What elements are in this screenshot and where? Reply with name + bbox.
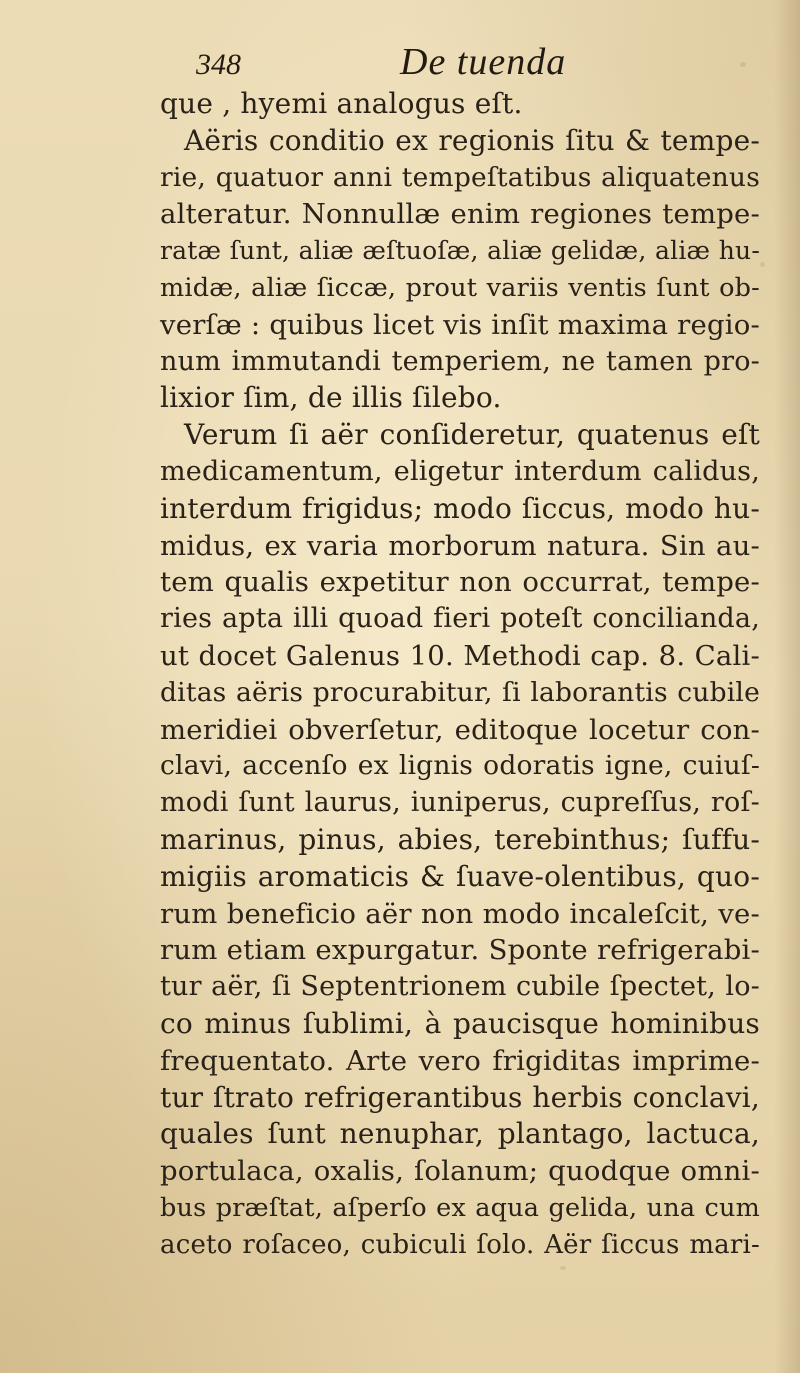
text-line: midæ, aliæ ſiccæ, prout variis ventis ſunt ob-: [160, 272, 760, 303]
paper-stain: [560, 1266, 566, 1270]
text-line: quales ſunt nenuphar, plantago, lactuca,: [160, 1117, 760, 1151]
text-line: portulaca, oxalis, ſolanum; quodque omni-: [160, 1155, 760, 1188]
text-line: que , hyemi analogus eſt.: [160, 87, 523, 120]
text-line: co minus ſublimi, à paucisque hominibus: [160, 1006, 760, 1040]
text-line: ratæ ſunt, aliæ æſtuoſæ, aliæ gelidæ, aliæ hu-: [160, 236, 760, 266]
text-line: rie, quatuor anni tempeſtatibus aliquatenus: [160, 161, 760, 193]
text-line: marinus, pinus, abies, terebinthus; ſuffu-: [160, 822, 760, 856]
text-line: ditas aëris procurabitur, ſi laborantis cubile: [160, 676, 760, 708]
text-line: frequentato. Arte vero frigiditas imprime-: [160, 1044, 760, 1077]
text-line: verſæ : quibus licet vis inſit maxima regio-: [160, 308, 760, 341]
text-line: tur aër, ſi Septentrionem cubile ſpectet, lo-: [160, 971, 760, 1003]
text-line: meridiei obverſetur, editoque locetur con-: [160, 713, 760, 746]
text-line: clavi, accenſo ex lignis odoratis igne, cuiuſ-: [160, 750, 760, 782]
page-number: 348: [196, 48, 241, 81]
text-line: ut docet Galenus 10. Methodi cap. 8. Cali-: [160, 639, 760, 672]
text-line: medicamentum, eligetur interdum calidus,: [160, 455, 760, 487]
text-line: Verum ſi aër conſideretur, quatenus eſt: [184, 418, 760, 452]
text-line: ries apta illi quoad fieri poteſt concilianda,: [160, 603, 760, 635]
text-line: lixior ſim, de illis ſilebo.: [160, 381, 502, 415]
text-line: aceto roſaceo, cubiculi ſolo. Aër ſiccus mari-: [160, 1229, 760, 1260]
body-text: [160, 86, 760, 1264]
text-line: interdum frigidus; modo ſiccus, modo hu-: [160, 491, 760, 525]
text-line: modi ſunt laurus, iuniperus, cupreſſus, roſ-: [160, 787, 760, 819]
page-header: [0, 40, 800, 90]
paper-stain: [760, 262, 765, 267]
text-line: rum etiam expurgatur. Sponte refrigerabi-: [160, 934, 760, 967]
text-line: tur ſtrato refrigerantibus herbis conclavi,: [160, 1080, 760, 1114]
text-line: midus, ex varia morborum natura. Sin au-: [160, 529, 760, 562]
text-line: num immutandi temperiem, ne tamen pro-: [160, 345, 760, 377]
text-line: rum beneficio aër non modo incaleſcit, ve-: [160, 897, 760, 930]
page-edge-shadow: [774, 0, 800, 1373]
text-line: Aëris conditio ex regionis ſitu & tempe-: [184, 123, 760, 157]
running-title: De tuenda: [400, 41, 567, 83]
text-line: bus præſtat, aſperſo ex aqua gelida, una cum: [160, 1192, 760, 1223]
text-line: alteratur. Nonnullæ enim regiones tempe-: [160, 198, 760, 231]
text-line: migiis aromaticis & ſuave-olentibus, quo-: [160, 859, 760, 893]
text-line: tem qualis expetitur non occurrat, tempe-: [160, 566, 760, 599]
